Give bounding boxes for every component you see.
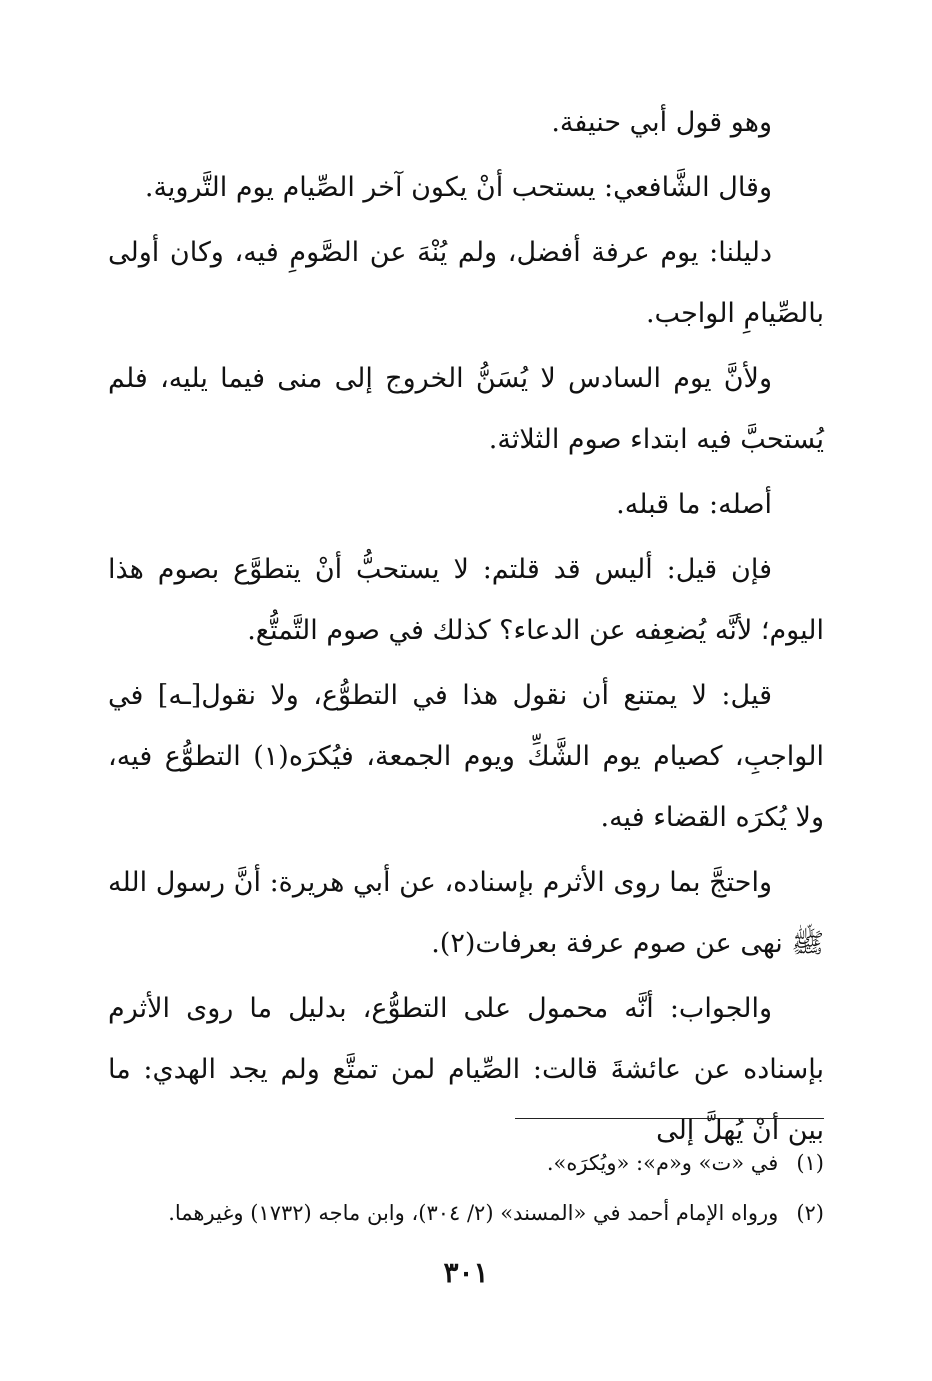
paragraph-9: والجواب: أنَّه محمول على التطوُّع، بدليل ما روى الأثرم بإسناده عن عائشةَ قالت: الصِّيام لمن تمتَّع ولم يجد الهدي: ما بين أنْ يُهلَّ إلى	[108, 993, 824, 1146]
footnotes	[108, 1138, 824, 1238]
paragraph-8: واحتجَّ بما روى الأثرم بإسناده، عن أبي هريرة: أنَّ رسول الله ﷺ نهى عن صوم عرفة بعرفات(٢).	[108, 867, 824, 959]
footnote-2-text: ورواه الإمام أحمد في «المسند» (٢/ ٣٠٤)، وابن ماجه (١٧٣٢) وغيرهما.	[168, 1201, 779, 1225]
main-text	[108, 92, 824, 1161]
footnote-divider	[515, 1118, 824, 1119]
paragraph-5: أصله: ما قبله.	[616, 489, 772, 520]
paragraph-2: وقال الشَّافعي: يستحب أنْ يكون آخر الصِّيام يوم التَّروية.	[144, 172, 772, 203]
paragraph-1: وهو قول أبي حنيفة.	[551, 107, 772, 138]
footnote-2	[108, 1188, 824, 1238]
page-number: ٣٠١	[443, 1256, 489, 1289]
footnote-1	[108, 1138, 824, 1188]
footnote-1-number: (١)	[796, 1151, 824, 1175]
paragraph-7: قيل: لا يمتنع أن نقول هذا في التطوُّع، ولا نقول[ـه] في الواجبِ، كصيام يوم الشَّكِّ ويوم الجمعة، فيُكرَه(١) التطوُّع فيه، ولا يُكرَه القضاء فيه.	[108, 680, 824, 833]
paragraph-4: ولأنَّ يوم السادس لا يُسَنُّ الخروج إلى منى فيما يليه، فلم يُستحبَّ فيه ابتداء صوم الثلاثة.	[108, 363, 824, 455]
footnote-1-text: في «ت» و«م»: «ويُكرَه».	[546, 1151, 779, 1175]
footnote-2-number: (٢)	[796, 1201, 824, 1225]
paragraph-6: فإن قيل: أليس قد قلتم: لا يستحبُّ أنْ يتطوَّع بصوم هذا اليوم؛ لأنَّه يُضعِفه عن الدعاء؟ كذلك في صوم التَّمتُّع.	[108, 554, 824, 646]
paragraph-3: دليلنا: يوم عرفة أفضل، ولم يُنْهَ عن الصَّومِ فيه، وكان أولى بالصِّيامِ الواجب.	[108, 237, 824, 329]
